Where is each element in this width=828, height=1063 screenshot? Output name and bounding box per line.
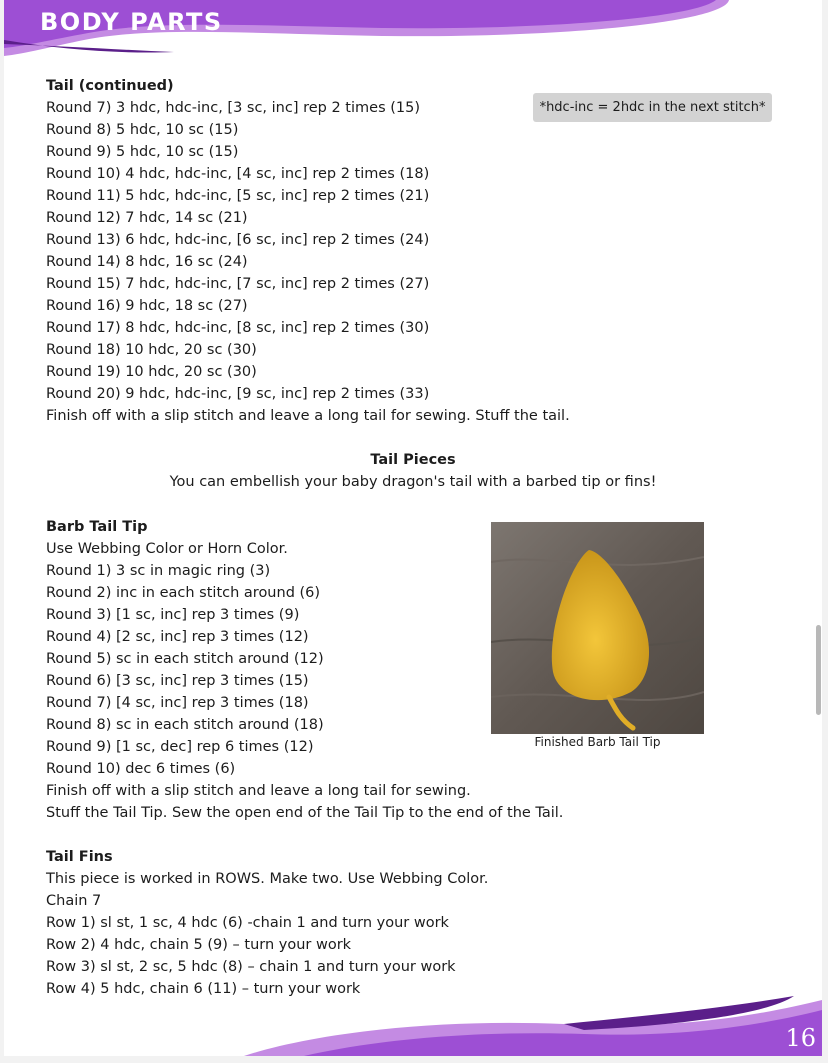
barb-tail-tip-photo xyxy=(491,522,704,734)
footer-band xyxy=(4,996,822,1056)
tail-continued-section xyxy=(46,75,570,427)
page-header-title: BODY PARTS xyxy=(40,8,223,36)
tail-round-19: Round 19) 10 hdc, 20 sc (30) xyxy=(46,364,257,380)
barb-round-3: Round 3) [1 sc, inc] rep 3 times (9) xyxy=(46,607,300,623)
tail-pieces-subtitle: You can embellish your baby dragon's tail with a barbed tip or fins! xyxy=(169,474,657,490)
tail-round-12: Round 12) 7 hdc, 14 sc (21) xyxy=(46,210,248,226)
tail-pieces-heading: Tail Pieces xyxy=(370,452,456,468)
tail-round-8: Round 8) 5 hdc, 10 sc (15) xyxy=(46,122,239,138)
tail-round-16: Round 16) 9 hdc, 18 sc (27) xyxy=(46,298,248,314)
fins-row-2: Row 2) 4 hdc, chain 5 (9) – turn your work xyxy=(46,937,352,953)
tail-round-13: Round 13) 6 hdc, hdc-inc, [6 sc, inc] rep 2 times (24) xyxy=(46,232,430,248)
barb-tail-tip-section xyxy=(46,516,563,824)
tail-round-11: Round 11) 5 hdc, hdc-inc, [5 sc, inc] rep 2 times (21) xyxy=(46,188,430,204)
barb-round-4: Round 4) [2 sc, inc] rep 3 times (12) xyxy=(46,629,309,645)
barb-round-9: Round 9) [1 sc, dec] rep 6 times (12) xyxy=(46,739,314,755)
barb-round-5: Round 5) sc in each stitch around (12) xyxy=(46,651,324,667)
tail-round-18: Round 18) 10 hdc, 20 sc (30) xyxy=(46,342,257,358)
page-number: 16 xyxy=(785,1024,816,1052)
barb-round-1: Round 1) 3 sc in magic ring (3) xyxy=(46,563,271,579)
tail-round-15: Round 15) 7 hdc, hdc-inc, [7 sc, inc] rep 2 times (27) xyxy=(46,276,430,292)
barb-round-8: Round 8) sc in each stitch around (18) xyxy=(46,717,324,733)
tail-round-20: Round 20) 9 hdc, hdc-inc, [9 sc, inc] rep 2 times (33) xyxy=(46,386,430,402)
fins-row-1: Row 1) sl st, 1 sc, 4 hdc (6) -chain 1 and turn your work xyxy=(46,915,449,931)
tail-round-7: Round 7) 3 hdc, hdc-inc, [3 sc, inc] rep 2 times (15) xyxy=(46,100,420,116)
tail-round-9: Round 9) 5 hdc, 10 sc (15) xyxy=(46,144,239,160)
barb-round-10: Round 10) dec 6 times (6) xyxy=(46,761,236,777)
scrollbar-thumb[interactable] xyxy=(816,625,821,715)
barb-tail-tip-heading: Barb Tail Tip xyxy=(46,519,148,535)
tail-continued-heading: Tail (continued) xyxy=(46,78,174,94)
barb-round-2: Round 2) inc in each stitch around (6) xyxy=(46,585,321,601)
barb-photo-caption: Finished Barb Tail Tip xyxy=(534,735,661,749)
tail-fins-section xyxy=(46,846,488,1000)
tail-round-10: Round 10) 4 hdc, hdc-inc, [4 sc, inc] rep 2 times (18) xyxy=(46,166,430,182)
fins-row-4: Row 4) 5 hdc, chain 6 (11) – turn your work xyxy=(46,981,361,997)
barb-stuff-instruction: Stuff the Tail Tip. Sew the open end of the Tail Tip to the end of the Tail. xyxy=(46,805,564,821)
barb-color-instruction: Use Webbing Color or Horn Color. xyxy=(46,541,288,557)
tail-finish-instruction: Finish off with a slip stitch and leave a long tail for sewing. Stuff the tail. xyxy=(46,408,570,424)
fins-row-3: Row 3) sl st, 2 sc, 5 hdc (8) – chain 1 and turn your work xyxy=(46,959,456,975)
hdc-inc-note: *hdc-inc = 2hdc in the next stitch* xyxy=(533,93,772,122)
tail-fins-heading: Tail Fins xyxy=(46,849,113,865)
fins-intro: This piece is worked in ROWS. Make two. Use Webbing Color. xyxy=(46,871,489,887)
barb-round-6: Round 6) [3 sc, inc] rep 3 times (15) xyxy=(46,673,309,689)
fins-chain: Chain 7 xyxy=(46,893,102,909)
barb-finish-instruction: Finish off with a slip stitch and leave a long tail for sewing. xyxy=(46,783,471,799)
document-page xyxy=(4,0,822,1056)
tail-round-14: Round 14) 8 hdc, 16 sc (24) xyxy=(46,254,248,270)
tail-round-17: Round 17) 8 hdc, hdc-inc, [8 sc, inc] rep 2 times (30) xyxy=(46,320,430,336)
barb-round-7: Round 7) [4 sc, inc] rep 3 times (18) xyxy=(46,695,309,711)
